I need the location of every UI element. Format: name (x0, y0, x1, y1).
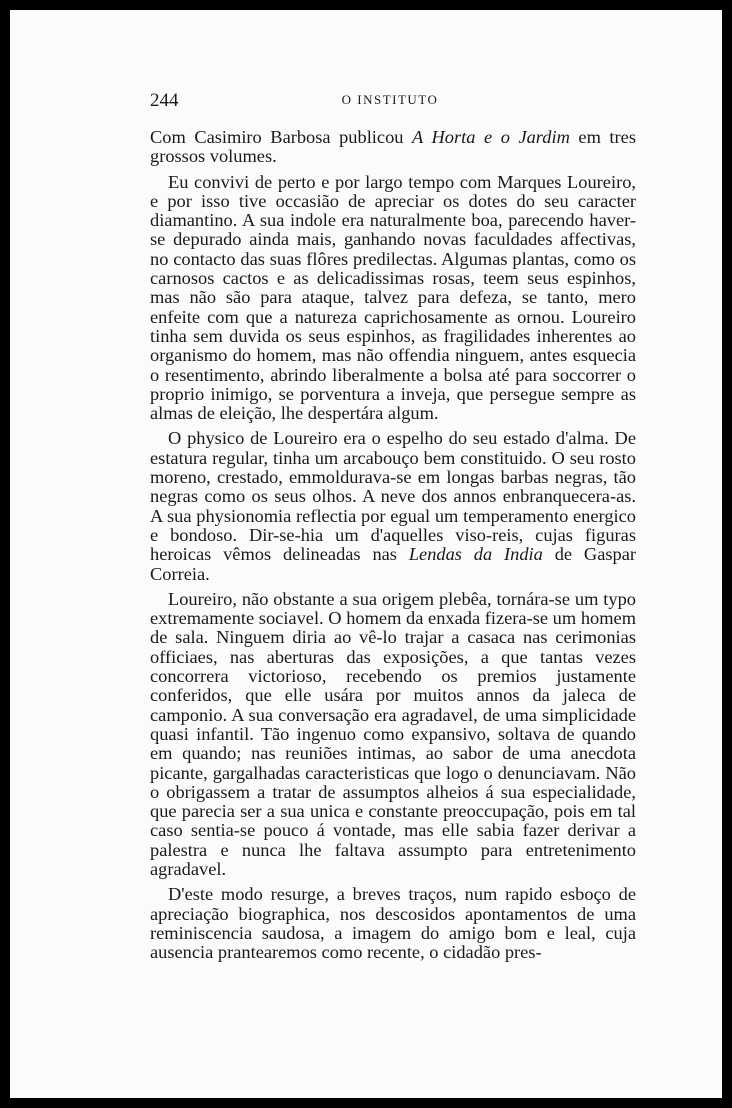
book-title-italic: A Horta e o Jardim (412, 127, 570, 147)
paragraph-1 (150, 128, 636, 167)
paragraph-4 (150, 590, 636, 879)
text-segment: em tres grossos volumes. (150, 127, 636, 167)
text-segment: O physico de Loureiro era o espelho do seu estado d'alma. De estatura regular, tinha um arcabouço bem constituido. O seu rosto moreno, crestado, emmoldurava-se em longas barbas negras, tão negras como os seus olhos. A neve dos annos enbranquecera-as. A sua physionomia reflectia por egual um temperamento energico e bondoso. Dir-se-hia um d'aquelles viso-reis, cujas figuras heroicas vêmos delineadas nas (150, 428, 636, 565)
text-segment: Eu convivi de perto e por largo tempo com Marques Loureiro, e por isso tive occasião de apreciar os dotes do seu caracter diamantino. A sua indole era naturalmente boa, parecendo haver-se depurado ainda mais, ganhando novas faculdades affectivas, no contacto das suas flôres predilectas. Algumas plantas, como os carnosos cactos e as delicadissimas rosas, teem seus espinhos, mas não são para ataque, talvez para defeza, se tanto, mero enfeite com que a natureza caprichosamente as ornou. Loureiro tinha sem duvida os seus espinhos, as fragilidades inherentes ao organismo do homem, mas não offendia ninguem, antes esquecia o resentimento, abrindo liberalmente a bolsa até para soccorrer o proprio inimigo, se porventura a inveja, que persegue sempre as almas de eleição, lhe despertára algum. (150, 171, 636, 424)
page-number: 244 (150, 90, 179, 111)
page-header (150, 90, 630, 116)
body-text (150, 128, 636, 962)
text-segment: Com Casimiro Barbosa publicou (150, 127, 413, 147)
paragraph-3 (150, 429, 636, 583)
book-title-italic: Lendas da India (408, 544, 543, 565)
book-page (10, 10, 722, 1098)
paragraph-5 (150, 885, 636, 962)
text-segment: de Gaspar Correia. (150, 544, 636, 584)
running-title: O INSTITUTO (341, 92, 439, 107)
paragraph-2 (150, 173, 636, 424)
text-segment: Loureiro, não obstante a sua origem plebêa, tornára-se um typo extremamente sociavel. O homem da enxada fizera-se um homem de sala. Ninguem diria ao vê-lo trajar a casaca nas cerimonias officiaes, nas aberturas das exposições, a que tantas vezes concorrera victorioso, recebendo os premios justamente conferidos, que elle usára por muitos annos da jaleca de camponio. A sua conversação era agradavel, de uma simplicidade quasi infantil. Tão ingenuo como expansivo, soltava de quando em quando; nas reuniões intimas, ao sabor de uma anecdota picante, gargalhadas caracteristicas que logo o denunciavam. Não o obrigassem a tratar de assumptos alheios á sua especialidade, que parecia ser a sua unica e constante preoccupação, pois em tal caso sentia-se pouco á vontade, mas elle sabia fazer derivar a palestra e nunca lhe faltava assumpto para entretenimento agradavel. (150, 588, 636, 879)
text-segment: D'este modo resurge, a breves traços, num rapido esboço de apreciação biographica, nos descosidos apontamentos de uma reminiscencia saudosa, a imagem do amigo bom e leal, cuja ausencia prantearemos como recente, o cidadão pres- (150, 884, 636, 963)
